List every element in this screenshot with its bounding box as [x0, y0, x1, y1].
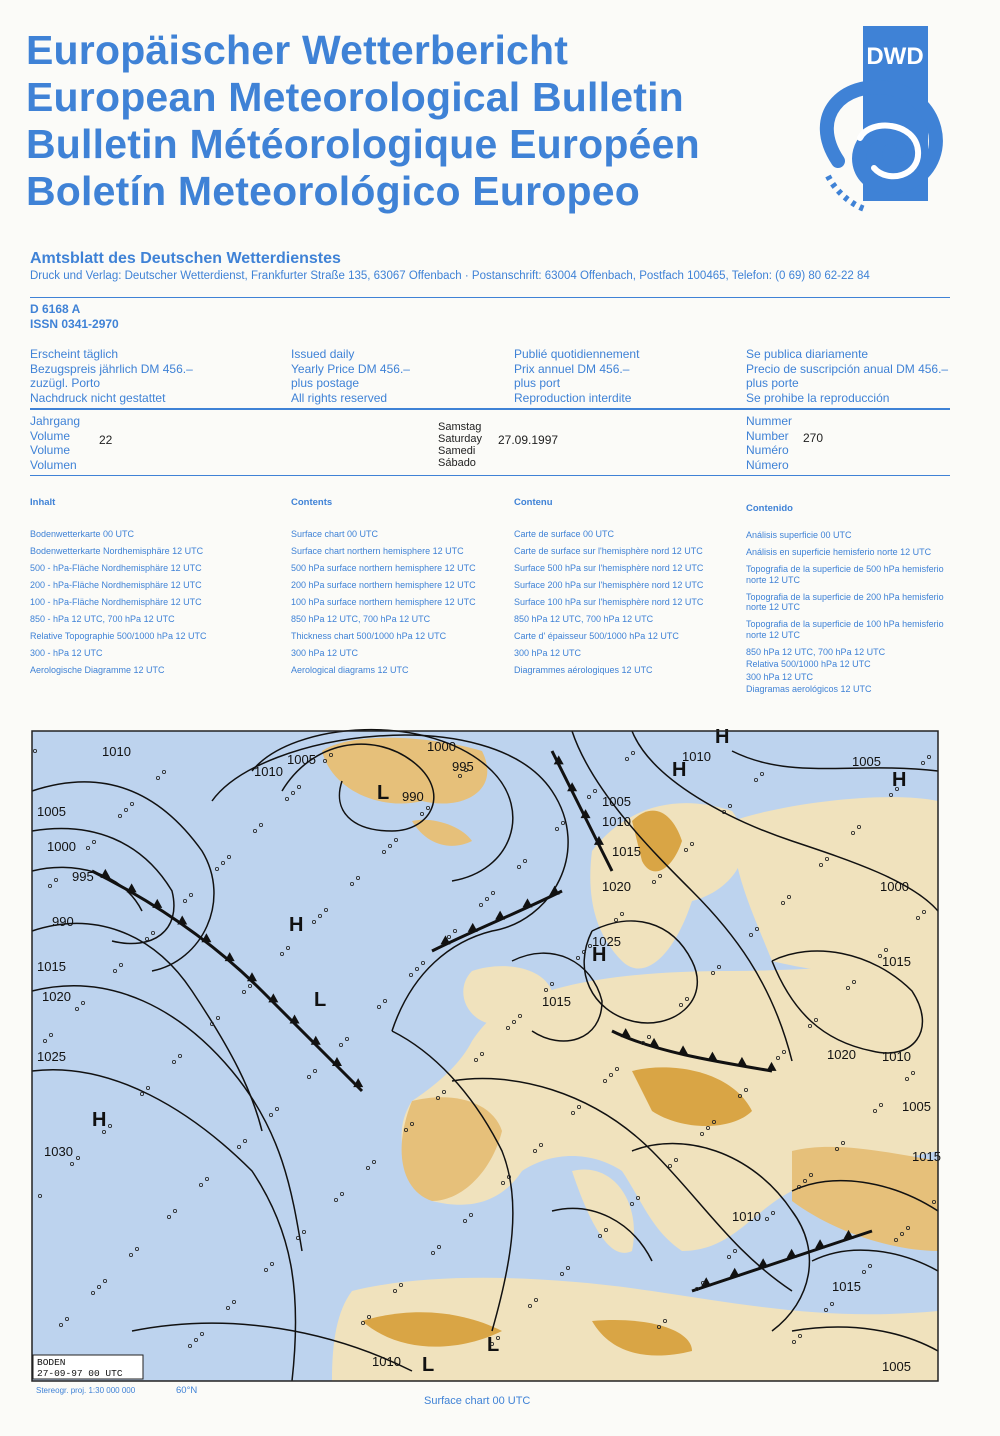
- isobar-label: 1015: [832, 1279, 861, 1294]
- toc-item: Relative Topographie 500/1000 hPa 12 UTC: [30, 631, 207, 641]
- toc-item: 100 hPa surface northern hemisphere 12 UTC: [291, 597, 476, 607]
- low-pressure-center: L: [422, 1354, 435, 1376]
- toc-de: [30, 497, 206, 679]
- toc-item: 300 - hPa 12 UTC: [30, 648, 103, 658]
- title-de: Europäischer Wetterbericht: [26, 27, 569, 73]
- isobar-label: 1010: [732, 1209, 761, 1224]
- high-pressure-center: H: [672, 759, 687, 781]
- isobar-label: 1005: [882, 1359, 911, 1374]
- toc-item: Carte de surface sur l'hemisphère nord 12 UTC: [514, 546, 703, 556]
- isobar-label: 1000: [880, 879, 909, 894]
- toc-item: Surface chart northern hemisphere 12 UTC: [291, 546, 464, 556]
- map-canvas: [32, 726, 941, 1381]
- isobar-label: 1020: [827, 1047, 856, 1062]
- isobar-label: 995: [72, 869, 94, 884]
- map-stamp-line2: 27-09-97 00 UTC: [37, 1368, 123, 1379]
- isobar-label: 1015: [912, 1149, 941, 1164]
- toc-item: 500 hPa surface northern hemisphere 12 UTC: [291, 563, 476, 573]
- divider: [30, 297, 950, 298]
- high-pressure-center: H: [289, 914, 304, 936]
- toc-heading: Contenu: [514, 497, 553, 508]
- publisher-address: Druck und Verlag: Deutscher Wetterdienst, Frankfurter Straße 135, 63067 Offenbach · Postanschrift: 63004 Offenbach, Postfach 100465, Telefon: (0 69) 80 62-22 84: [30, 270, 870, 282]
- logo-text: DWD: [866, 43, 924, 70]
- isobar-label: 1025: [592, 934, 621, 949]
- pub-info-fr: Publié quotidiennement Prix annuel DM 456.– plus port Reproduction interdite: [514, 347, 640, 405]
- toc-item: 500 - hPa-Fläche Nordhemisphäre 12 UTC: [30, 563, 202, 573]
- isobar-label: 1020: [42, 989, 71, 1004]
- pub-info-en: Issued daily Yearly Price DM 456.– plus postage All rights reserved: [291, 347, 410, 405]
- toc-fr: [514, 497, 703, 679]
- toc-item: Topografia de la superficie de 100 hPa hemisferio norte 12 UTC: [746, 619, 944, 640]
- issn: ISSN 0341-2970: [30, 317, 119, 331]
- toc-item: Surface 500 hPa sur l'hemisphère nord 12 UTC: [514, 563, 704, 573]
- toc-item: Relativa 500/1000 hPa 12 UTC: [746, 659, 871, 669]
- toc-item: Carte d' épaisseur 500/1000 hPa 12 UTC: [514, 631, 679, 641]
- toc-item: 200 - hPa-Fläche Nordhemisphäre 12 UTC: [30, 580, 202, 590]
- isobar-label: 1010: [882, 1049, 911, 1064]
- isobar-label: 1000: [427, 739, 456, 754]
- publisher-title: Amtsblatt des Deutschen Wetterdienstes: [30, 250, 341, 267]
- toc-item: 850 hPa 12 UTC, 700 hPa 12 UTC: [746, 646, 886, 657]
- isobar-label: 1005: [287, 752, 316, 767]
- title-fr: Bulletin Météorologique Européen: [26, 121, 700, 167]
- toc-item: Topografia de la superficie de 500 hPa hemisferio norte 12 UTC: [746, 564, 944, 585]
- latitude-note: 60°N: [176, 1385, 198, 1396]
- toc-item: Diagramas aerológicos 12 UTC: [746, 684, 872, 694]
- isobar-label: 990: [52, 914, 74, 929]
- dwd-logo: [808, 26, 958, 216]
- isobar-label: 1010: [682, 749, 711, 764]
- low-pressure-center: L: [314, 989, 327, 1011]
- toc-heading: Contenido: [746, 503, 793, 514]
- toc-item: Thickness chart 500/1000 hPa 12 UTC: [291, 631, 447, 641]
- toc-item: Carte de surface 00 UTC: [514, 529, 615, 539]
- divider: [30, 408, 950, 410]
- divider: [30, 475, 950, 476]
- toc-item: 850 hPa 12 UTC, 700 hPa 12 UTC: [514, 614, 654, 624]
- isobar-label: 1005: [902, 1099, 931, 1114]
- isobar-label: 1005: [37, 804, 66, 819]
- surface-weather-map: [32, 726, 941, 1381]
- toc-item: 300 hPa 12 UTC: [746, 671, 814, 682]
- toc-item: Aerological diagrams 12 UTC: [291, 665, 409, 675]
- pub-info-es: Se publica diariamente Precio de suscripción anual DM 456.– plus porte Se prohibe la reproducción: [746, 347, 949, 405]
- isobar-label: 1010: [372, 1354, 401, 1369]
- isobar-label: 1030: [44, 1144, 73, 1159]
- isobar-label: 1000: [47, 839, 76, 854]
- volume-value: 22: [99, 433, 113, 447]
- number-labels: Nummer Number Numéro Número: [746, 414, 793, 472]
- toc-item: 300 hPa 12 UTC: [291, 648, 359, 658]
- postal-code: D 6168 A: [30, 302, 81, 316]
- map-stamp-line1: BODEN: [37, 1357, 66, 1368]
- toc-item: 100 - hPa-Fläche Nordhemisphäre 12 UTC: [30, 597, 202, 607]
- isobar-label: 1020: [602, 879, 631, 894]
- toc-item: Surface 100 hPa sur l'hemisphère nord 12 UTC: [514, 597, 704, 607]
- projection-note: Stereogr. proj. 1:30 000 000: [36, 1386, 136, 1395]
- low-pressure-center: L: [377, 782, 390, 804]
- high-pressure-center: H: [715, 726, 730, 748]
- issue-date: 27.09.1997: [498, 433, 559, 447]
- day-labels: Samstag Saturday Samedi Sábado: [438, 421, 483, 469]
- isobar-label: 1015: [37, 959, 66, 974]
- isobar-label: 1010: [254, 764, 283, 779]
- isobar-label: 1010: [102, 744, 131, 759]
- title-es: Boletín Meteorológico Europeo: [26, 168, 640, 214]
- toc-es: [746, 503, 946, 701]
- toc-heading: Inhalt: [30, 497, 56, 508]
- toc-item: Análisis superficie 00 UTC: [746, 530, 852, 540]
- toc-item: 850 hPa 12 UTC, 700 hPa 12 UTC: [291, 614, 431, 624]
- toc-item: Topografia de la superficie de 200 hPa hemisferio norte 12 UTC: [746, 591, 944, 612]
- isobar-label: 995: [452, 759, 474, 774]
- toc-item: Surface 200 hPa sur l'hemisphère nord 12 UTC: [514, 580, 704, 590]
- isobar-label: 990: [402, 789, 424, 804]
- toc-item: Aerologische Diagramme 12 UTC: [30, 665, 165, 675]
- volume-labels: Jahrgang Volume Volume Volumen: [30, 414, 81, 472]
- high-pressure-center: H: [892, 769, 907, 791]
- toc-item: Diagrammes aérologiques 12 UTC: [514, 665, 653, 675]
- isobar-label: 1015: [612, 844, 641, 859]
- high-pressure-center: H: [92, 1109, 107, 1131]
- toc-item: 850 - hPa 12 UTC, 700 hPa 12 UTC: [30, 614, 175, 624]
- toc-item: Bodenwetterkarte 00 UTC: [30, 529, 135, 539]
- chart-caption: Surface chart 00 UTC: [424, 1395, 531, 1407]
- title-en: European Meteorological Bulletin: [26, 74, 684, 120]
- issue-number: 270: [803, 431, 824, 445]
- toc-item: 200 hPa surface northern hemisphere 12 UTC: [291, 580, 476, 590]
- isobar-label: 1010: [602, 814, 631, 829]
- toc-en: [291, 497, 476, 679]
- toc-item: 300 hPa 12 UTC: [514, 648, 582, 658]
- toc-heading: Contents: [291, 497, 333, 508]
- isobar-label: 1005: [852, 754, 881, 769]
- isobar-label: 1005: [602, 794, 631, 809]
- toc-item: Análisis en superficie hemisferio norte 12 UTC: [746, 547, 932, 557]
- isobar-label: 1025: [37, 1049, 66, 1064]
- high-pressure-center: H: [592, 944, 607, 966]
- toc-item: Bodenwetterkarte Nordhemisphäre 12 UTC: [30, 546, 204, 556]
- isobar-label: 1015: [542, 994, 571, 1009]
- low-pressure-center: L: [487, 1334, 500, 1356]
- toc-item: Surface chart 00 UTC: [291, 529, 379, 539]
- pub-info-de: Erscheint täglich Bezugspreis jährlich DM 456.– zuzügl. Porto Nachdruck nicht gestattet: [30, 347, 193, 405]
- isobar-label: 1015: [882, 954, 911, 969]
